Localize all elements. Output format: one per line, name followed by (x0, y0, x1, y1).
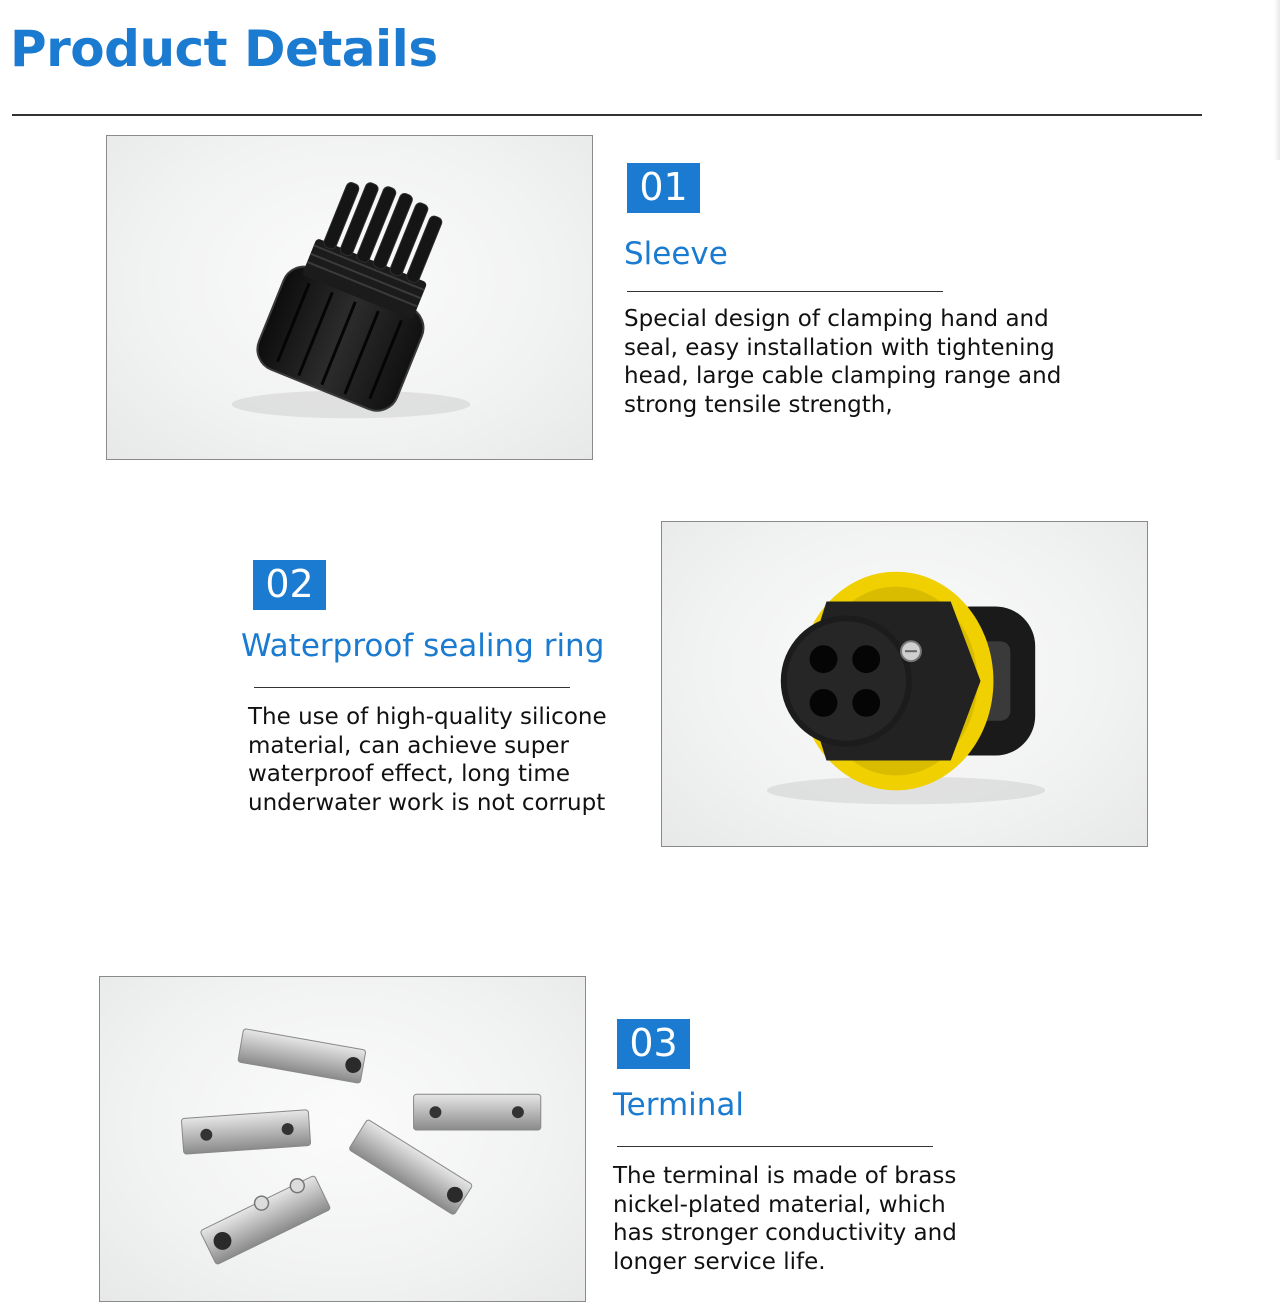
terminal-photo (99, 976, 586, 1302)
section-title-waterproof-sealing-ring: Waterproof sealing ring (241, 628, 605, 664)
section-description-03: The terminal is made of brass nickel-plated material, which has stronger conductivity and longer service life. (613, 1163, 957, 1275)
section-divider-03 (617, 1146, 933, 1147)
section-divider-01 (627, 291, 943, 292)
section-title-terminal: Terminal (613, 1087, 745, 1123)
section-title-sleeve: Sleeve (624, 236, 728, 272)
section-number-01: 01 (627, 163, 700, 213)
title-divider (12, 114, 1202, 116)
page-title: Product Details (10, 20, 438, 78)
sleeve-photo (106, 135, 593, 460)
page-edge-shadow (1274, 0, 1280, 160)
section-description-01: Special design of clamping hand and seal, easy installation with tightening head, large cable clamping range and strong tensile strength, (624, 306, 1062, 418)
section-number-03: 03 (617, 1019, 690, 1069)
sealing-ring-photo (661, 521, 1148, 847)
section-divider-02 (254, 687, 570, 688)
section-description-02: The use of high-quality silicone material, can achieve super waterproof effect, long time underwater work is not corrupt (248, 704, 607, 816)
section-number-02: 02 (253, 560, 326, 610)
